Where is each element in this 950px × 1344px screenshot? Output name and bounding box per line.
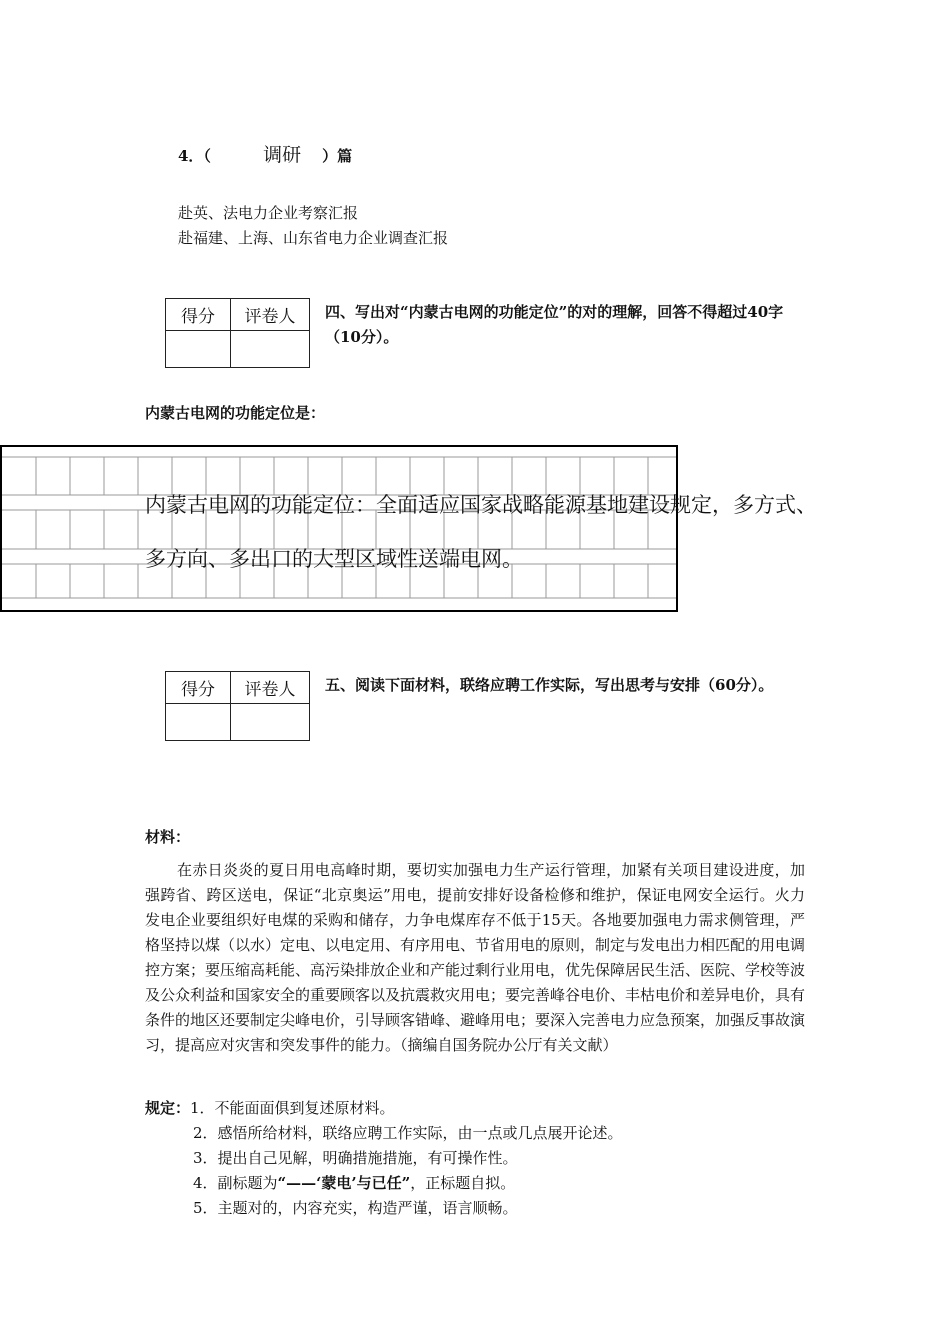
score-table-4 — [165, 298, 310, 368]
rule-item-1: 规定：1．不能面面俱到复述原材料。 — [145, 1099, 395, 1117]
section-4-answer: 内蒙古电网的功能定位：全面适应国家战略能源基地建设规定，多方式、多方向、多出口的大型区域性送端电网。 — [145, 493, 817, 571]
section-5-question: 五、阅读下面材料，联络应聘工作实际，写出思考与安排（60分）。 — [325, 676, 774, 694]
score-header: 得分 — [166, 299, 231, 331]
question-4-close: ）篇 — [322, 147, 353, 165]
grader-cell[interactable] — [231, 704, 310, 741]
score-cell[interactable] — [166, 704, 231, 741]
rules-label: 规定： — [145, 1099, 191, 1117]
rule-item-2: 2．感悟所给材料，联络应聘工作实际，由一点或几点展开论述。 — [193, 1124, 623, 1142]
question-4-number: 4．（ — [178, 147, 211, 165]
grader-cell[interactable] — [231, 331, 310, 368]
grader-header: 评卷人 — [231, 299, 310, 331]
rules-list — [145, 1096, 623, 1221]
report-item-2: 赴福建、上海、山东省电力企业调查汇报 — [178, 229, 449, 247]
question-4-fill: 调研 — [263, 144, 302, 166]
section-4-question: 四、写出对“内蒙古电网的功能定位”的对的理解，回答不得超过40字（10分）。 — [325, 303, 784, 346]
report-item-1: 赴英、法电力企业考察汇报 — [178, 204, 359, 222]
material-paragraph: 在赤日炎炎的夏日用电高峰时期，要切实加强电力生产运行管理，加紧有关项目建设进度，加强跨省、跨区送电，保证“北京奥运”用电，提前安排好设备检修和维护，保证电网安全运行。火力发电企业要组织好电煤的采购和储存，力争电煤库存不低于15天。各地要加强电力需求侧管理，严格坚持以煤（以水）定电、以电定用、有序用电、节省用电的原则，制定与发电出力相匹配的用电调控方案；要压缩高耗能、高污染排放企业和产能过剩行业用电，优先保障居民生活、医院、学校等波及公众利益和国家安全的重要顾客以及抗震救灾用电；要完善峰谷电价、丰枯电价和差异电价，具有条件的地区还要制定尖峰电价，引导顾客错峰、避峰用电；要深入完善电力应急预案，加强反事故演习，提高应对灾害和突发事件的能力。（摘编自国务院办公厅有关文献） — [145, 861, 806, 1054]
score-table-5 — [165, 671, 310, 741]
rule-item-5: 5．主题对的，内容充实，构造严谨，语言顺畅。 — [193, 1199, 518, 1217]
rule-4-subtitle: “——‘蒙电’与已任” — [277, 1174, 411, 1192]
score-header: 得分 — [166, 672, 231, 704]
score-cell[interactable] — [166, 331, 231, 368]
rule-item-3: 3．提出自己见解，明确措施措施，有可操作性。 — [193, 1149, 518, 1167]
rule-item-4: 4．副标题为“——‘蒙电’与已任”，正标题自拟。 — [193, 1174, 516, 1192]
question-4 — [178, 140, 352, 167]
section-4-prompt: 内蒙古电网的功能定位是： — [145, 404, 326, 422]
material-label: 材料： — [145, 828, 191, 846]
grader-header: 评卷人 — [231, 672, 310, 704]
